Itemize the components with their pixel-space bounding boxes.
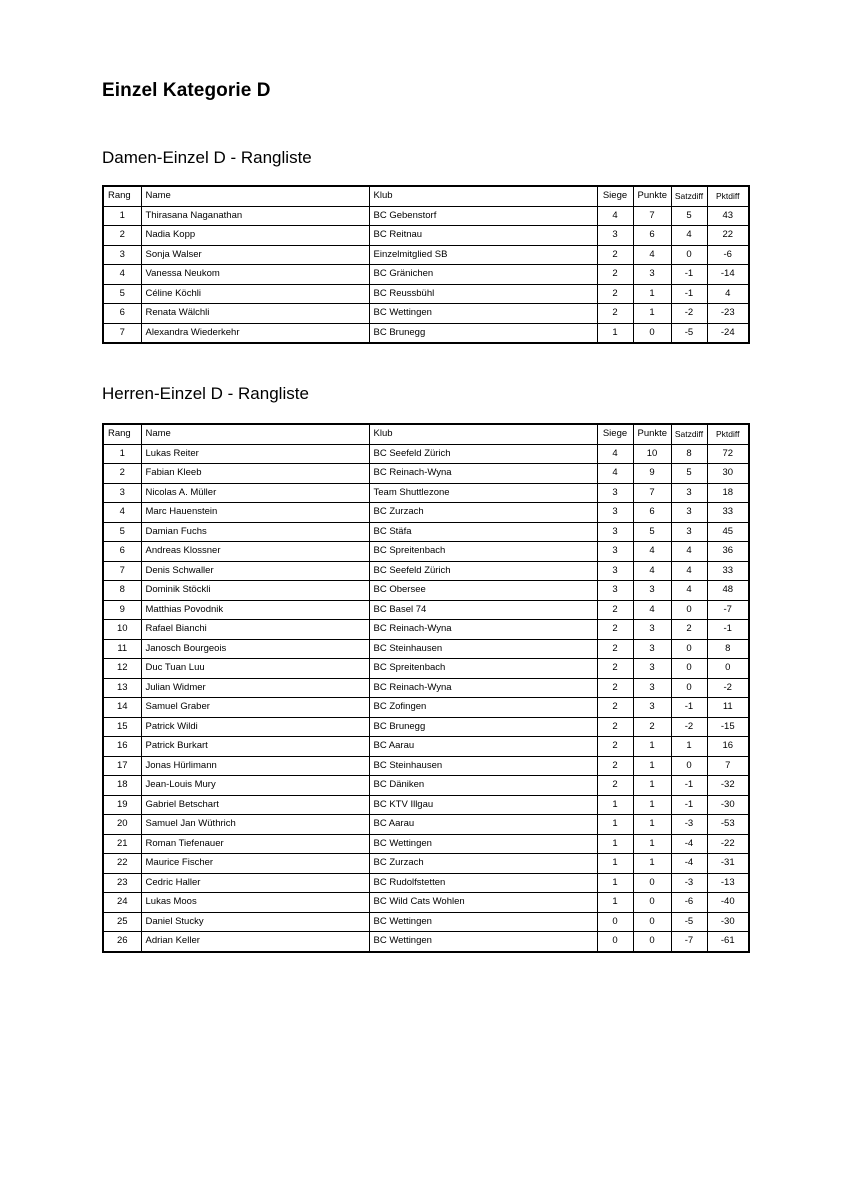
cell-rang: 3 bbox=[103, 483, 141, 503]
damen-ranking-table bbox=[102, 185, 750, 344]
cell-name: Lukas Reiter bbox=[141, 444, 369, 464]
cell-rang: 5 bbox=[103, 522, 141, 542]
cell-siege: 3 bbox=[597, 561, 633, 581]
cell-satzdiff: 0 bbox=[671, 659, 707, 679]
cell-rang: 6 bbox=[103, 542, 141, 562]
cell-siege: 2 bbox=[597, 659, 633, 679]
table-row bbox=[103, 522, 749, 542]
cell-pktdiff: 11 bbox=[707, 698, 749, 718]
cell-siege: 4 bbox=[597, 464, 633, 484]
cell-pktdiff: 22 bbox=[707, 226, 749, 246]
cell-pktdiff: -22 bbox=[707, 834, 749, 854]
table-row bbox=[103, 464, 749, 484]
table-row bbox=[103, 561, 749, 581]
cell-klub: BC Seefeld Zürich bbox=[369, 561, 597, 581]
cell-pktdiff: -53 bbox=[707, 815, 749, 835]
cell-pktdiff: 18 bbox=[707, 483, 749, 503]
table-row bbox=[103, 873, 749, 893]
cell-rang: 21 bbox=[103, 834, 141, 854]
cell-satzdiff: -2 bbox=[671, 717, 707, 737]
cell-pktdiff: -13 bbox=[707, 873, 749, 893]
cell-punkte: 4 bbox=[633, 245, 671, 265]
cell-satzdiff: -5 bbox=[671, 912, 707, 932]
cell-name: Duc Tuan Luu bbox=[141, 659, 369, 679]
cell-punkte: 1 bbox=[633, 737, 671, 757]
cell-punkte: 5 bbox=[633, 522, 671, 542]
cell-name: Renata Wälchli bbox=[141, 304, 369, 324]
cell-klub: BC Rudolfstetten bbox=[369, 873, 597, 893]
cell-rang: 7 bbox=[103, 323, 141, 343]
cell-siege: 2 bbox=[597, 245, 633, 265]
cell-satzdiff: -1 bbox=[671, 776, 707, 796]
cell-name: Julian Widmer bbox=[141, 678, 369, 698]
table-row bbox=[103, 659, 749, 679]
cell-siege: 2 bbox=[597, 620, 633, 640]
cell-rang: 4 bbox=[103, 265, 141, 285]
cell-satzdiff: 3 bbox=[671, 503, 707, 523]
column-header-rang: Rang bbox=[103, 424, 141, 444]
table-row bbox=[103, 678, 749, 698]
cell-name: Nadia Kopp bbox=[141, 226, 369, 246]
column-header-klub: Klub bbox=[369, 186, 597, 206]
table-row bbox=[103, 581, 749, 601]
cell-klub: BC Spreitenbach bbox=[369, 542, 597, 562]
cell-rang: 23 bbox=[103, 873, 141, 893]
cell-pktdiff: 48 bbox=[707, 581, 749, 601]
cell-satzdiff: -1 bbox=[671, 265, 707, 285]
cell-siege: 2 bbox=[597, 284, 633, 304]
cell-rang: 4 bbox=[103, 503, 141, 523]
cell-punkte: 3 bbox=[633, 698, 671, 718]
column-header-rang: Rang bbox=[103, 186, 141, 206]
cell-name: Adrian Keller bbox=[141, 932, 369, 952]
cell-satzdiff: -3 bbox=[671, 815, 707, 835]
cell-punkte: 0 bbox=[633, 912, 671, 932]
cell-rang: 17 bbox=[103, 756, 141, 776]
cell-klub: BC Spreitenbach bbox=[369, 659, 597, 679]
cell-punkte: 3 bbox=[633, 620, 671, 640]
cell-punkte: 3 bbox=[633, 265, 671, 285]
column-header-punkte: Punkte bbox=[633, 186, 671, 206]
page-title: Einzel Kategorie D bbox=[102, 80, 271, 101]
cell-pktdiff: 36 bbox=[707, 542, 749, 562]
damen-table-body bbox=[103, 206, 749, 343]
cell-name: Matthias Povodnik bbox=[141, 600, 369, 620]
cell-name: Thirasana Naganathan bbox=[141, 206, 369, 226]
damen-section-title: Damen-Einzel D - Rangliste bbox=[102, 148, 312, 167]
herren-table-body bbox=[103, 444, 749, 952]
table-row bbox=[103, 245, 749, 265]
cell-siege: 2 bbox=[597, 304, 633, 324]
cell-satzdiff: 3 bbox=[671, 522, 707, 542]
cell-punkte: 9 bbox=[633, 464, 671, 484]
cell-satzdiff: 8 bbox=[671, 444, 707, 464]
cell-satzdiff: 2 bbox=[671, 620, 707, 640]
cell-name: Andreas Klossner bbox=[141, 542, 369, 562]
cell-rang: 11 bbox=[103, 639, 141, 659]
cell-pktdiff: 8 bbox=[707, 639, 749, 659]
cell-punkte: 1 bbox=[633, 854, 671, 874]
column-header-punkte: Punkte bbox=[633, 424, 671, 444]
cell-punkte: 6 bbox=[633, 226, 671, 246]
cell-klub: BC Wettingen bbox=[369, 932, 597, 952]
cell-pktdiff: 43 bbox=[707, 206, 749, 226]
cell-satzdiff: 0 bbox=[671, 245, 707, 265]
cell-punkte: 0 bbox=[633, 873, 671, 893]
cell-rang: 2 bbox=[103, 464, 141, 484]
cell-satzdiff: 4 bbox=[671, 542, 707, 562]
column-header-siege: Siege bbox=[597, 424, 633, 444]
cell-punkte: 1 bbox=[633, 284, 671, 304]
table-row bbox=[103, 776, 749, 796]
table-row bbox=[103, 542, 749, 562]
cell-name: Maurice Fischer bbox=[141, 854, 369, 874]
cell-punkte: 7 bbox=[633, 206, 671, 226]
cell-klub: BC Wettingen bbox=[369, 834, 597, 854]
cell-name: Sonja Walser bbox=[141, 245, 369, 265]
cell-pktdiff: -14 bbox=[707, 265, 749, 285]
column-header-siege: Siege bbox=[597, 186, 633, 206]
cell-siege: 2 bbox=[597, 600, 633, 620]
cell-rang: 9 bbox=[103, 600, 141, 620]
column-header-satzdiff: Satzdiff bbox=[671, 186, 707, 206]
table-row bbox=[103, 323, 749, 343]
cell-siege: 3 bbox=[597, 483, 633, 503]
cell-punkte: 4 bbox=[633, 600, 671, 620]
cell-klub: BC Obersee bbox=[369, 581, 597, 601]
cell-pktdiff: -30 bbox=[707, 795, 749, 815]
cell-pktdiff: 16 bbox=[707, 737, 749, 757]
cell-rang: 7 bbox=[103, 561, 141, 581]
cell-name: Jonas Hürlimann bbox=[141, 756, 369, 776]
column-header-name: Name bbox=[141, 424, 369, 444]
cell-name: Alexandra Wiederkehr bbox=[141, 323, 369, 343]
cell-punkte: 1 bbox=[633, 834, 671, 854]
cell-name: Dominik Stöckli bbox=[141, 581, 369, 601]
cell-satzdiff: 0 bbox=[671, 639, 707, 659]
cell-name: Damian Fuchs bbox=[141, 522, 369, 542]
table-row bbox=[103, 265, 749, 285]
cell-punkte: 1 bbox=[633, 815, 671, 835]
table-row bbox=[103, 815, 749, 835]
cell-klub: BC Wild Cats Wohlen bbox=[369, 893, 597, 913]
cell-punkte: 3 bbox=[633, 678, 671, 698]
cell-satzdiff: -1 bbox=[671, 284, 707, 304]
cell-name: Daniel Stucky bbox=[141, 912, 369, 932]
cell-name: Céline Köchli bbox=[141, 284, 369, 304]
cell-siege: 0 bbox=[597, 932, 633, 952]
cell-punkte: 7 bbox=[633, 483, 671, 503]
cell-punkte: 0 bbox=[633, 893, 671, 913]
table-header-row bbox=[103, 424, 749, 444]
cell-siege: 3 bbox=[597, 542, 633, 562]
cell-pktdiff: -7 bbox=[707, 600, 749, 620]
table-row bbox=[103, 284, 749, 304]
cell-rang: 26 bbox=[103, 932, 141, 952]
cell-satzdiff: -2 bbox=[671, 304, 707, 324]
cell-siege: 2 bbox=[597, 639, 633, 659]
cell-klub: BC Wettingen bbox=[369, 304, 597, 324]
cell-siege: 1 bbox=[597, 795, 633, 815]
herren-ranking-table bbox=[102, 423, 750, 953]
cell-pktdiff: -2 bbox=[707, 678, 749, 698]
cell-name: Cedric Haller bbox=[141, 873, 369, 893]
cell-name: Marc Hauenstein bbox=[141, 503, 369, 523]
cell-punkte: 3 bbox=[633, 639, 671, 659]
cell-name: Denis Schwaller bbox=[141, 561, 369, 581]
cell-siege: 2 bbox=[597, 698, 633, 718]
cell-pktdiff: -40 bbox=[707, 893, 749, 913]
table-row bbox=[103, 893, 749, 913]
cell-klub: BC Stäfa bbox=[369, 522, 597, 542]
cell-rang: 13 bbox=[103, 678, 141, 698]
cell-pktdiff: -6 bbox=[707, 245, 749, 265]
cell-rang: 2 bbox=[103, 226, 141, 246]
cell-satzdiff: 4 bbox=[671, 226, 707, 246]
cell-satzdiff: 4 bbox=[671, 581, 707, 601]
table-row bbox=[103, 483, 749, 503]
cell-punkte: 1 bbox=[633, 795, 671, 815]
table-row bbox=[103, 795, 749, 815]
cell-pktdiff: 0 bbox=[707, 659, 749, 679]
cell-name: Janosch Bourgeois bbox=[141, 639, 369, 659]
cell-pktdiff: -1 bbox=[707, 620, 749, 640]
cell-pktdiff: 33 bbox=[707, 503, 749, 523]
cell-rang: 18 bbox=[103, 776, 141, 796]
column-header-name: Name bbox=[141, 186, 369, 206]
cell-rang: 1 bbox=[103, 444, 141, 464]
cell-klub: BC Zofingen bbox=[369, 698, 597, 718]
cell-satzdiff: -1 bbox=[671, 698, 707, 718]
cell-satzdiff: 0 bbox=[671, 756, 707, 776]
cell-satzdiff: 5 bbox=[671, 464, 707, 484]
table-row bbox=[103, 756, 749, 776]
cell-name: Samuel Graber bbox=[141, 698, 369, 718]
cell-siege: 2 bbox=[597, 737, 633, 757]
cell-klub: BC Reinach-Wyna bbox=[369, 464, 597, 484]
cell-klub: BC Aarau bbox=[369, 737, 597, 757]
cell-rang: 3 bbox=[103, 245, 141, 265]
cell-satzdiff: 0 bbox=[671, 678, 707, 698]
cell-siege: 2 bbox=[597, 776, 633, 796]
cell-siege: 2 bbox=[597, 717, 633, 737]
cell-punkte: 0 bbox=[633, 932, 671, 952]
cell-punkte: 3 bbox=[633, 659, 671, 679]
cell-rang: 6 bbox=[103, 304, 141, 324]
cell-klub: BC Gränichen bbox=[369, 265, 597, 285]
cell-klub: BC Reinach-Wyna bbox=[369, 678, 597, 698]
cell-siege: 2 bbox=[597, 756, 633, 776]
table-row bbox=[103, 226, 749, 246]
column-header-klub: Klub bbox=[369, 424, 597, 444]
cell-satzdiff: -5 bbox=[671, 323, 707, 343]
cell-klub: BC Reinach-Wyna bbox=[369, 620, 597, 640]
cell-punkte: 2 bbox=[633, 717, 671, 737]
table-row bbox=[103, 932, 749, 952]
cell-klub: BC Reitnau bbox=[369, 226, 597, 246]
table-row bbox=[103, 834, 749, 854]
cell-pktdiff: 33 bbox=[707, 561, 749, 581]
cell-punkte: 4 bbox=[633, 542, 671, 562]
cell-klub: BC Brunegg bbox=[369, 323, 597, 343]
cell-siege: 3 bbox=[597, 226, 633, 246]
cell-siege: 3 bbox=[597, 503, 633, 523]
cell-punkte: 1 bbox=[633, 776, 671, 796]
table-row bbox=[103, 444, 749, 464]
cell-klub: BC Däniken bbox=[369, 776, 597, 796]
cell-siege: 1 bbox=[597, 854, 633, 874]
cell-satzdiff: 5 bbox=[671, 206, 707, 226]
cell-klub: BC Zurzach bbox=[369, 854, 597, 874]
cell-pktdiff: -32 bbox=[707, 776, 749, 796]
cell-satzdiff: -4 bbox=[671, 854, 707, 874]
cell-satzdiff: -6 bbox=[671, 893, 707, 913]
cell-satzdiff: 1 bbox=[671, 737, 707, 757]
cell-klub: BC Steinhausen bbox=[369, 756, 597, 776]
column-header-pktdiff: Pktdiff bbox=[707, 424, 749, 444]
cell-satzdiff: -7 bbox=[671, 932, 707, 952]
table-row bbox=[103, 912, 749, 932]
cell-klub: BC Gebenstorf bbox=[369, 206, 597, 226]
cell-name: Patrick Wildi bbox=[141, 717, 369, 737]
cell-punkte: 6 bbox=[633, 503, 671, 523]
cell-pktdiff: -24 bbox=[707, 323, 749, 343]
cell-pktdiff: -31 bbox=[707, 854, 749, 874]
cell-punkte: 1 bbox=[633, 756, 671, 776]
cell-name: Roman Tiefenauer bbox=[141, 834, 369, 854]
cell-pktdiff: -61 bbox=[707, 932, 749, 952]
cell-klub: BC Basel 74 bbox=[369, 600, 597, 620]
cell-rang: 15 bbox=[103, 717, 141, 737]
cell-punkte: 10 bbox=[633, 444, 671, 464]
cell-name: Jean-Louis Mury bbox=[141, 776, 369, 796]
cell-satzdiff: -1 bbox=[671, 795, 707, 815]
cell-rang: 1 bbox=[103, 206, 141, 226]
cell-siege: 1 bbox=[597, 323, 633, 343]
cell-siege: 3 bbox=[597, 522, 633, 542]
cell-siege: 1 bbox=[597, 893, 633, 913]
cell-klub: Einzelmitglied SB bbox=[369, 245, 597, 265]
cell-pktdiff: 7 bbox=[707, 756, 749, 776]
cell-siege: 1 bbox=[597, 873, 633, 893]
table-row bbox=[103, 737, 749, 757]
table-header-row bbox=[103, 186, 749, 206]
cell-punkte: 0 bbox=[633, 323, 671, 343]
column-header-pktdiff: Pktdiff bbox=[707, 186, 749, 206]
cell-klub: Team Shuttlezone bbox=[369, 483, 597, 503]
cell-rang: 20 bbox=[103, 815, 141, 835]
cell-name: Rafael Bianchi bbox=[141, 620, 369, 640]
table-row bbox=[103, 639, 749, 659]
table-row bbox=[103, 206, 749, 226]
cell-pktdiff: -30 bbox=[707, 912, 749, 932]
cell-rang: 14 bbox=[103, 698, 141, 718]
cell-pktdiff: 4 bbox=[707, 284, 749, 304]
cell-siege: 4 bbox=[597, 206, 633, 226]
cell-klub: BC Reussbühl bbox=[369, 284, 597, 304]
cell-satzdiff: -3 bbox=[671, 873, 707, 893]
cell-pktdiff: -23 bbox=[707, 304, 749, 324]
cell-klub: BC KTV Illgau bbox=[369, 795, 597, 815]
cell-siege: 1 bbox=[597, 815, 633, 835]
cell-name: Samuel Jan Wüthrich bbox=[141, 815, 369, 835]
cell-klub: BC Brunegg bbox=[369, 717, 597, 737]
cell-pktdiff: -15 bbox=[707, 717, 749, 737]
cell-punkte: 3 bbox=[633, 581, 671, 601]
cell-rang: 16 bbox=[103, 737, 141, 757]
cell-punkte: 4 bbox=[633, 561, 671, 581]
cell-pktdiff: 72 bbox=[707, 444, 749, 464]
cell-rang: 5 bbox=[103, 284, 141, 304]
table-row bbox=[103, 620, 749, 640]
cell-rang: 8 bbox=[103, 581, 141, 601]
cell-satzdiff: 0 bbox=[671, 600, 707, 620]
cell-pktdiff: 30 bbox=[707, 464, 749, 484]
cell-name: Vanessa Neukom bbox=[141, 265, 369, 285]
column-header-satzdiff: Satzdiff bbox=[671, 424, 707, 444]
cell-rang: 25 bbox=[103, 912, 141, 932]
cell-siege: 0 bbox=[597, 912, 633, 932]
cell-pktdiff: 45 bbox=[707, 522, 749, 542]
cell-rang: 22 bbox=[103, 854, 141, 874]
table-row bbox=[103, 854, 749, 874]
cell-klub: BC Aarau bbox=[369, 815, 597, 835]
cell-rang: 24 bbox=[103, 893, 141, 913]
table-row bbox=[103, 600, 749, 620]
cell-siege: 2 bbox=[597, 678, 633, 698]
cell-name: Lukas Moos bbox=[141, 893, 369, 913]
cell-siege: 2 bbox=[597, 265, 633, 285]
cell-klub: BC Steinhausen bbox=[369, 639, 597, 659]
cell-satzdiff: -4 bbox=[671, 834, 707, 854]
cell-name: Nicolas A. Müller bbox=[141, 483, 369, 503]
cell-rang: 12 bbox=[103, 659, 141, 679]
cell-siege: 1 bbox=[597, 834, 633, 854]
cell-klub: BC Seefeld Zürich bbox=[369, 444, 597, 464]
cell-punkte: 1 bbox=[633, 304, 671, 324]
table-row bbox=[103, 304, 749, 324]
cell-siege: 3 bbox=[597, 581, 633, 601]
table-row bbox=[103, 717, 749, 737]
cell-rang: 10 bbox=[103, 620, 141, 640]
cell-name: Fabian Kleeb bbox=[141, 464, 369, 484]
cell-satzdiff: 3 bbox=[671, 483, 707, 503]
cell-siege: 4 bbox=[597, 444, 633, 464]
cell-name: Patrick Burkart bbox=[141, 737, 369, 757]
cell-satzdiff: 4 bbox=[671, 561, 707, 581]
cell-klub: BC Zurzach bbox=[369, 503, 597, 523]
cell-klub: BC Wettingen bbox=[369, 912, 597, 932]
cell-name: Gabriel Betschart bbox=[141, 795, 369, 815]
herren-section-title: Herren-Einzel D - Rangliste bbox=[102, 384, 309, 403]
table-row bbox=[103, 698, 749, 718]
cell-rang: 19 bbox=[103, 795, 141, 815]
table-row bbox=[103, 503, 749, 523]
